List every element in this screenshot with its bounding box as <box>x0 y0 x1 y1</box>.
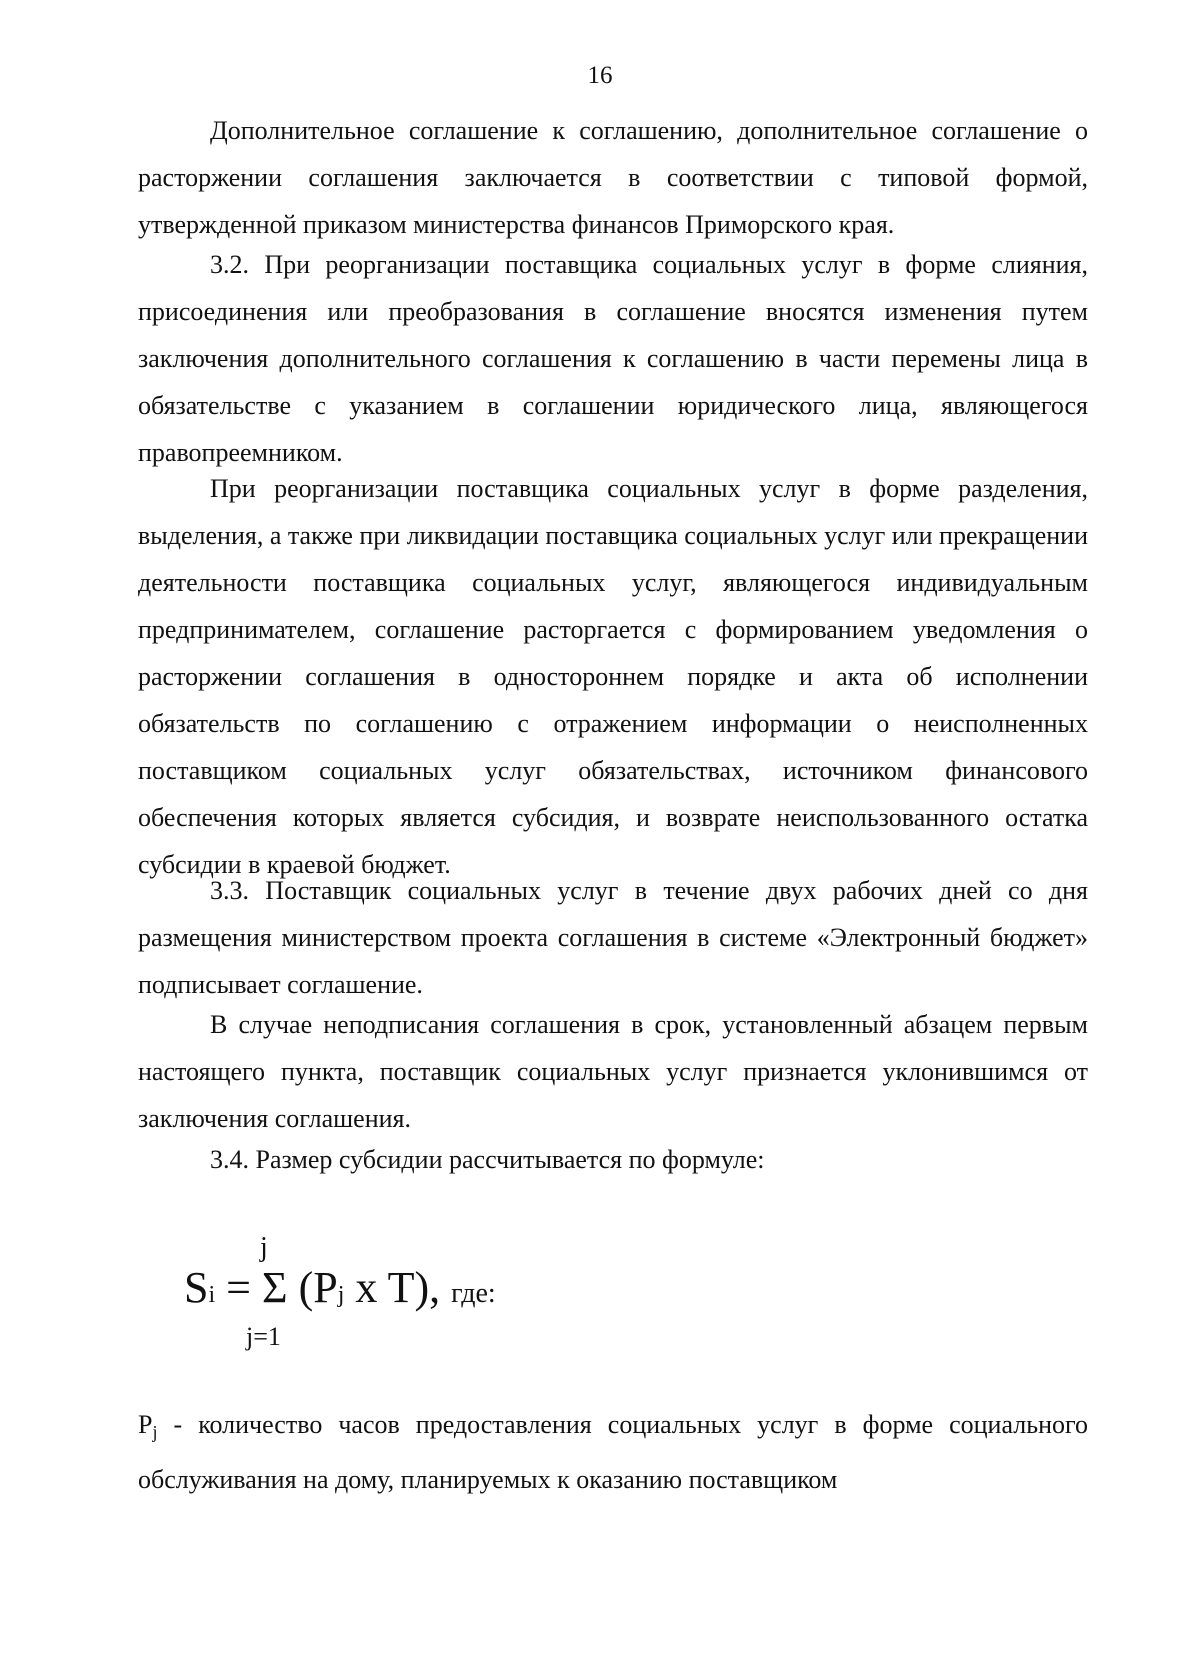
formula-suffix: где: <box>451 1278 496 1309</box>
formula-line <box>184 1262 496 1313</box>
paragraph-1: Дополнительное соглашение к соглашению, дополнительное соглашение о расторжении соглашения заключается в соответствии с типовой формой, утвержденной приказом министерства финансов Приморского края. <box>138 116 1088 239</box>
formula-open-paren: ( <box>298 1263 314 1312</box>
paragraph-3-4: 3.4. Размер субсидии рассчитывается по формуле: <box>210 1145 765 1174</box>
formula-factor: T <box>387 1263 415 1312</box>
paragraph-2-block <box>138 241 1088 476</box>
paragraph-reorganization: При реорганизации поставщика социальных услуг в форме разделения, выделения, а также при ликвидации поставщика социальных услуг или прекращении деятельности поставщика социальных услуг, являющегося индивидуальным предпринимателем, соглашение расторгается с формированием уведомления о расторжении соглашения в одностороннем порядке и акта об исполнении обязательств по соглашению с отражением информации о неисполненных поставщиком социальных услуг обязательствах, источником финансового обеспечения которых является субсидия, и возврате неиспользованного остатка субсидии в краевой бюджет. <box>138 474 1088 879</box>
paragraph-1-block <box>138 107 1088 248</box>
formula-sigma: Σ <box>261 1263 288 1312</box>
definition-pj <box>138 1401 1088 1503</box>
page-number: 16 <box>587 62 613 89</box>
paragraph-3-block <box>138 465 1088 888</box>
formula-close-paren: ), <box>414 1263 441 1312</box>
paragraph-non-signing: В случае неподписания соглашения в срок, установленный абзацем первым настоящего пункта, поставщик социальных услуг признается уклонившимся от заключения соглашения. <box>138 1010 1088 1133</box>
paragraph-4-block <box>138 867 1088 1008</box>
paragraph-5-block <box>138 1001 1088 1142</box>
formula-term-symbol: P <box>313 1263 338 1312</box>
formula-lhs-symbol: S <box>184 1263 209 1312</box>
paragraph-6-block <box>138 1136 1088 1183</box>
definition-subscript: j <box>152 1422 158 1442</box>
formula-equals: = <box>226 1263 251 1312</box>
sum-upper-limit: j <box>260 1232 268 1263</box>
formula-term-subscript: j <box>337 1282 345 1308</box>
formula-times: x <box>355 1263 378 1312</box>
paragraph-3-2: 3.2. При реорганизации поставщика социальных услуг в форме слияния, присоединения или преобразования в соглашение вносятся изменения путем заключения дополнительного соглашения к соглашению в части перемены лица в обязательстве с указанием в соглашении юридического лица, являющегося правопреемником. <box>138 250 1088 467</box>
sum-lower-limit: j=1 <box>246 1322 281 1351</box>
subsidy-formula <box>184 1232 884 1352</box>
definition-symbol: P <box>138 1410 153 1439</box>
formula-lhs-subscript: i <box>208 1282 216 1308</box>
definition-text: - количество часов предоставления социальных услуг в форме социального обслуживания на дому, планируемых к оказанию поставщиком <box>138 1410 1089 1494</box>
paragraph-3-3: 3.3. Поставщик социальных услуг в течение двух рабочих дней со дня размещения министерством проекта соглашения в системе «Электронный бюджет» подписывает соглашение. <box>138 876 1088 999</box>
